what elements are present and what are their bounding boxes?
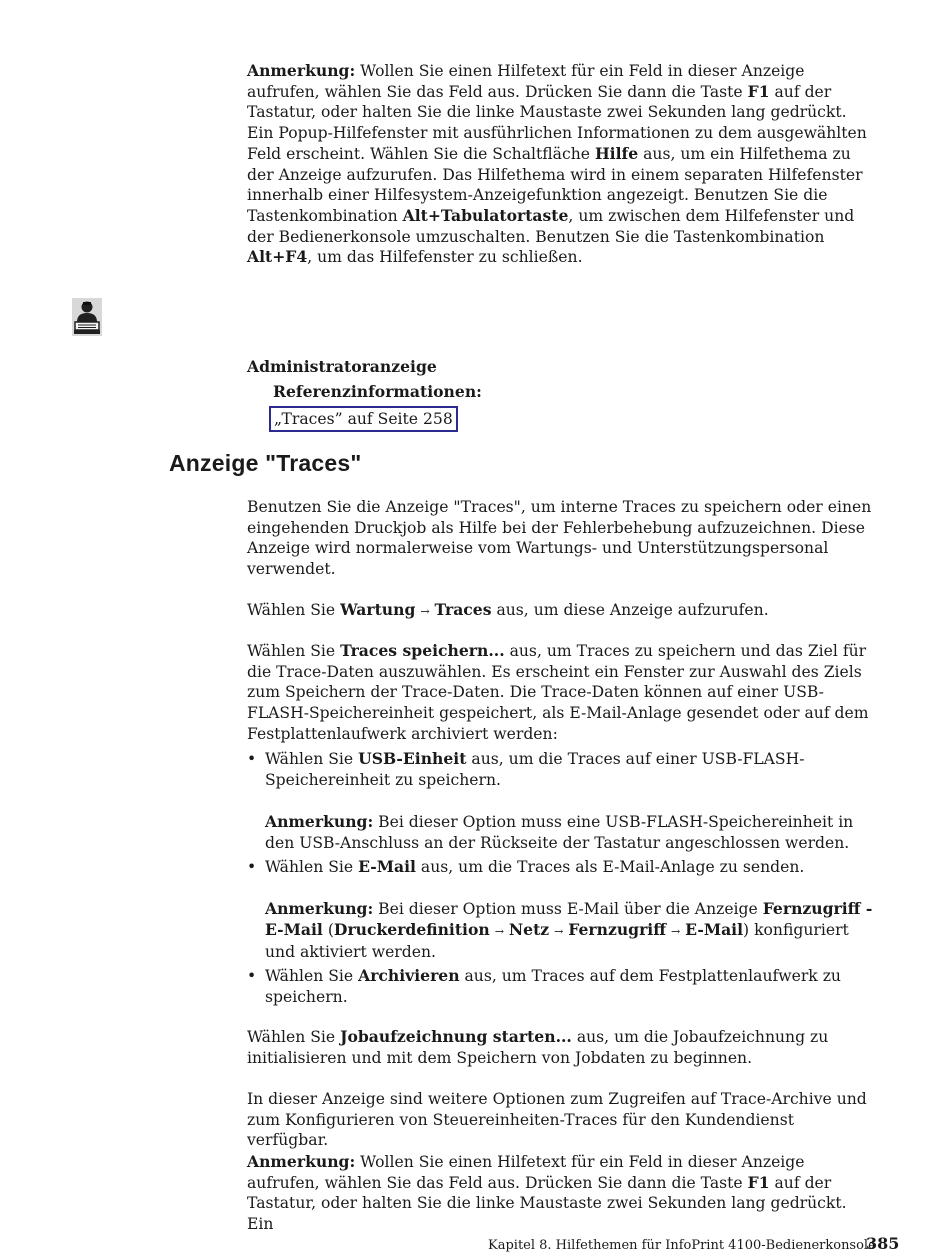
menu-netz: Netz [508,919,550,939]
option-archivieren: Archivieren [358,966,460,985]
option-traces-speichern: Traces speichern... [340,641,505,660]
text: aus, um die Traces auf einer USB-FLASH-Speichereinheit zu speichern. [265,750,805,789]
text: Wählen Sie [247,642,341,660]
further-options-paragraph: In dieser Anzeige sind weitere Optionen zum Zugreifen auf Trace-Archive und zum Konfigurieren von Steuereinheiten-Traces für den Kundendienst verfügbar. [247,1090,867,1150]
admin-heading: Administratoranzeige [247,357,437,376]
bottom-note [247,1152,877,1235]
list-item-usb [265,749,877,790]
job-recording-paragraph [247,1027,877,1068]
text: ( [322,920,334,939]
key-f1: F1 [747,81,770,101]
menu-traces: Traces [434,600,492,619]
text: Wählen Sie [247,601,341,619]
key-alt-tab: Alt+Tabulatortaste [402,205,569,225]
text: aus, um Traces zu speichern und das Ziel für die Trace-Daten auszuwählen. Es erscheint ein Fenster zur Auswahl des Ziels zum Speichern der Trace-Daten. Die Trace-Daten können auf einer USB-FLASH-Speichereinheit gespeichert, als E-Mail-Anlage gesendet oder auf dem Festplattenlaufwerk archiviert werden: [247,642,869,743]
note-text: , um zwischen dem Hilfefenster und der Bedienerkonsole umzuschalten. Benutzen Sie die Tastenkombination [247,206,855,246]
page-number: 385 [866,1234,900,1253]
note-text: aus, um ein Hilfethema zu der Anzeige aufzurufen. Das Hilfethema wird in einem separaten Hilfefenster innerhalb einer Hilfesystem-Anzeigefunktion angezeigt. Benutzen Sie die Tastenkombination [247,144,863,225]
hilfe-term: Hilfe [594,143,639,163]
reference-label: Referenzinformationen: [273,382,482,401]
bullet-symbol: • [247,858,257,876]
note-text: Wollen Sie einen Hilfetext für ein Feld in dieser Anzeige aufrufen, wählen Sie das Feld aus. Drücken Sie dann die Taste [247,62,805,101]
save-traces-paragraph [247,641,877,745]
usb-note [265,812,877,853]
menu-wartung: Wartung [340,600,416,619]
section-title: Anzeige "Traces" [169,450,362,476]
option-email: E-Mail [358,857,416,876]
menu-fernzugriff-email: Fernzugriff - E-Mail [265,899,873,939]
email-note [265,899,877,963]
bullet-symbol: • [247,750,257,768]
list-item-email [265,857,877,878]
text: Wählen Sie [247,1028,341,1046]
text: Wählen Sie [265,750,359,768]
note-label: Anmerkung: [247,1152,356,1171]
note-text: Wollen Sie einen Hilfetext für ein Feld in dieser Anzeige aufrufen, wählen Sie das Feld aus. Drücken Sie dann die Taste [247,1153,805,1192]
menu-email: E-Mail [685,919,744,939]
option-jobaufzeichnung-starten: Jobaufzeichnung starten... [340,1027,572,1046]
arrow-icon: → [670,924,681,938]
text: aus, um Traces auf dem Festplattenlaufwerk zu speichern. [265,967,841,1006]
note-label: Anmerkung: [247,61,356,80]
text: aus, um diese Anzeige aufzurufen. [491,601,769,619]
note-text: auf der Tastatur, oder halten Sie die linke Maustaste zwei Sekunden lang gedrückt. Ein Popup-Hilfefenster mit ausführlichen Informationen zu dem ausgewählten Feld erscheint. Wählen Sie die Schaltfläche [247,82,867,163]
top-note [247,61,877,268]
arrow-icon: → [494,924,504,938]
menu-fernzugriff: Fernzugriff [568,919,667,939]
note-text: Bei dieser Option muss E-Mail über die Anzeige [373,900,763,918]
footer-chapter: Kapitel 8. Hilfethemen für InfoPrint 4100-Bedienerkonsole [488,1238,876,1253]
note-text: , um das Hilfefenster zu schließen. [307,248,583,267]
key-f1: F1 [747,1172,770,1192]
text: Wählen Sie [265,858,359,876]
key-alt-f4: Alt+F4 [247,247,308,267]
text: aus, um die Jobaufzeichnung zu initialisieren und mit dem Speichern von Jobdaten zu beginnen. [247,1028,829,1067]
menu-druckerdefinition: Druckerdefinition [333,919,490,939]
note-label: Anmerkung: [265,899,374,918]
arrow-icon: → [554,924,564,938]
text: Wählen Sie [265,967,359,985]
arrow-icon: → [420,605,430,618]
list-item-archive [265,966,877,1007]
text: aus, um die Traces als E-Mail-Anlage zu senden. [415,858,805,876]
note-text: Bei dieser Option muss eine USB-FLASH-Speichereinheit in den USB-Anschluss an der Rückseite der Tastatur angeschlossen werden. [265,813,854,852]
traces-reference-link[interactable]: „Traces” auf Seite 258 [269,406,458,432]
navigation-paragraph [247,600,877,623]
intro-paragraph: Benutzen Sie die Anzeige "Traces", um interne Traces zu speichern oder einen eingehenden Druckjob als Hilfe bei der Fehlerbehebung aufzuzeichnen. Diese Anzeige wird normalerweise vom Wartungs- und Unterstützungspersonal verwendet. [247,498,872,579]
administrator-icon [72,298,102,336]
note-label: Anmerkung: [265,812,374,831]
option-usb-einheit: USB-Einheit [358,749,467,768]
note-text: auf der Tastatur, oder halten Sie die linke Maustaste zwei Sekunden lang gedrückt. Ein [247,1173,847,1234]
bullet-symbol: • [247,967,257,985]
note-text: ) konfiguriert und aktiviert werden. [265,920,849,962]
